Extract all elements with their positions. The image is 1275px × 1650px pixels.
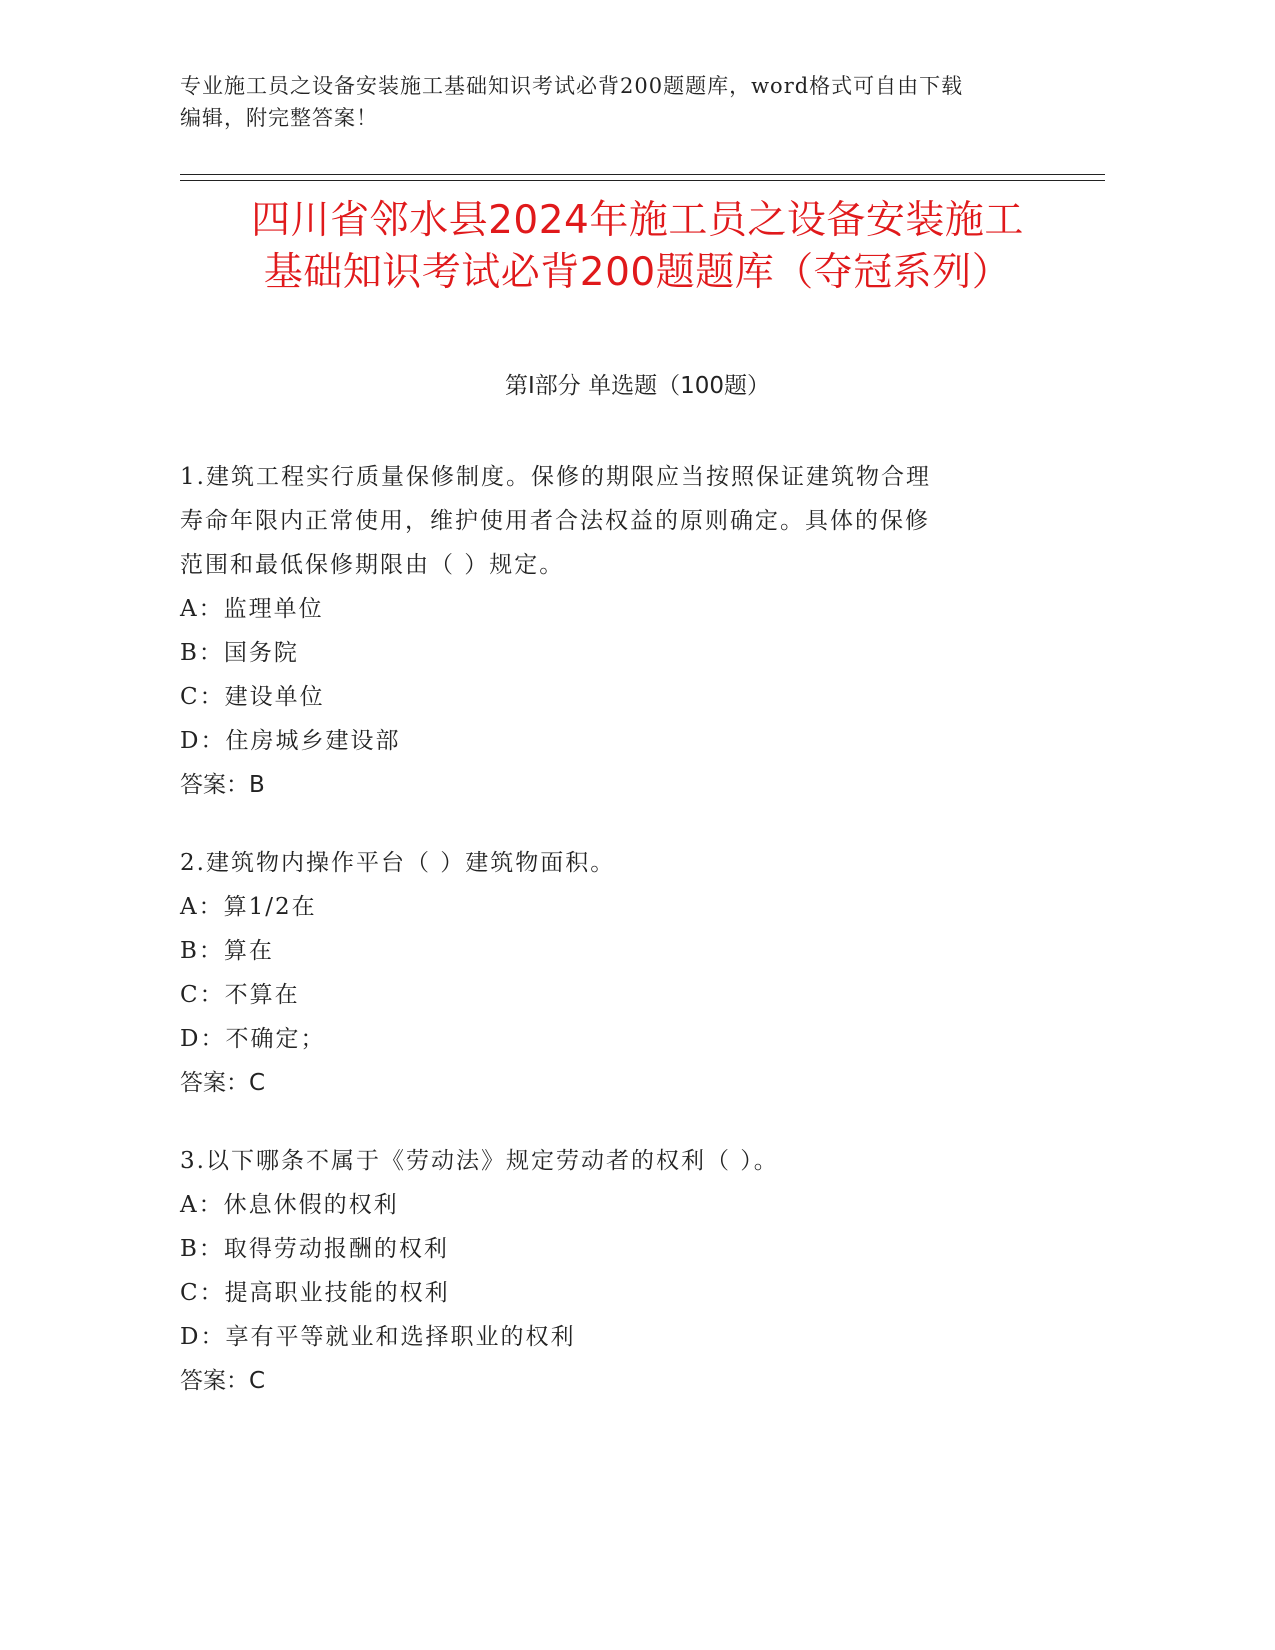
- option-a: A：算1/2在: [180, 894, 317, 920]
- option-b: B：算在: [180, 938, 274, 964]
- document-title: [180, 195, 1095, 299]
- option-c: C：建设单位: [180, 684, 325, 710]
- question-stem: [180, 455, 1040, 587]
- option-c: C：不算在: [180, 982, 300, 1008]
- question-list: [180, 455, 1040, 1437]
- question-stem-line: 寿命年限内正常使用，维护使用者合法权益的原则确定。具体的保修: [180, 508, 930, 534]
- question-stem-line: 3.以下哪条不属于《劳动法》规定劳动者的权利（ ）。: [180, 1148, 779, 1174]
- header-note-line: 专业施工员之设备安装施工基础知识考试必背200题题库，word格式可自由下载: [180, 74, 964, 98]
- header-note-line: 编辑，附完整答案！: [180, 106, 378, 130]
- document-title-line: 四川省邻水县2024年施工员之设备安装施工: [251, 198, 1024, 243]
- header-rule: [180, 180, 1105, 181]
- document-title-line: 基础知识考试必背200题题库（夺冠系列）: [263, 250, 1012, 295]
- option-c: C：提高职业技能的权利: [180, 1280, 450, 1306]
- option-a: A：监理单位: [180, 596, 324, 622]
- answer-line: 答案：C: [180, 1070, 266, 1096]
- question-stem-line: 范围和最低保修期限由（ ）规定。: [180, 552, 565, 578]
- option-d: D：享有平等就业和选择职业的权利: [180, 1324, 576, 1350]
- question-item: [180, 1139, 1040, 1403]
- question-stem: [180, 1139, 1040, 1183]
- option-d: D：不确定；: [180, 1026, 326, 1052]
- answer-line: 答案：B: [180, 772, 265, 798]
- answer-line: 答案：C: [180, 1368, 266, 1394]
- question-stem: [180, 841, 1040, 885]
- option-d: D：住房城乡建设部: [180, 728, 401, 754]
- option-b: B：取得劳动报酬的权利: [180, 1236, 449, 1262]
- option-a: A：休息休假的权利: [180, 1192, 399, 1218]
- question-stem-line: 1.建筑工程实行质量保修制度。保修的期限应当按照保证建筑物合理: [180, 464, 931, 490]
- section-title: 第Ⅰ部分 单选题（100题）: [505, 373, 770, 399]
- question-item: [180, 841, 1040, 1105]
- question-stem-line: 2.建筑物内操作平台（ ）建筑物面积。: [180, 850, 616, 876]
- question-item: [180, 455, 1040, 807]
- header-note: [180, 70, 1060, 134]
- option-b: B：国务院: [180, 640, 299, 666]
- header-rule: [180, 174, 1105, 175]
